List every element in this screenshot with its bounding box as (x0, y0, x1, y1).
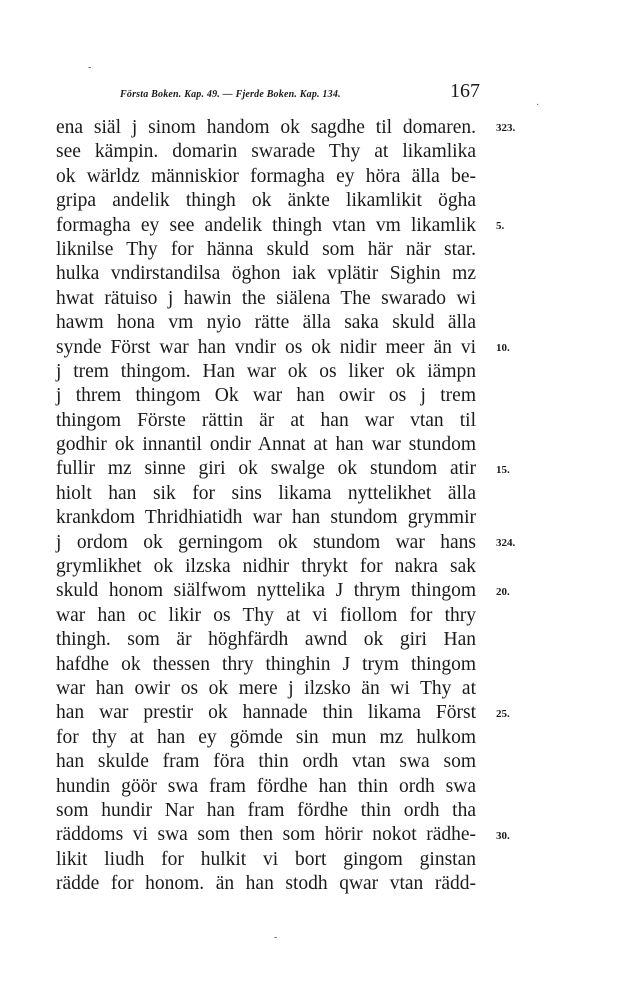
text-line: krankdom Thridhiatidh war han stundom grymmir (56, 507, 476, 529)
text-line: j threm thingom Ok war han owir os j trem (56, 385, 476, 407)
text-line: fullir mz sinne giri ok swalge ok stundom atir (56, 458, 476, 480)
text-line: j ordom ok gerningom ok stundom war hans (56, 531, 476, 553)
running-head: Första Boken. Kap. 49. — Fjerde Boken. Kap. 134. (120, 89, 341, 100)
margin-line-number: 15. (496, 463, 510, 476)
margin-line-number: 324. (496, 536, 516, 549)
text-line: grymlikhet ok ilzska nidhir thrykt for nakra sak (56, 556, 476, 578)
margin-line-number: 30. (496, 829, 510, 842)
text-line: hulka vndirstandilsa öghon iak vplätir Sighin mz (56, 263, 476, 285)
text-line: see kämpin. domarin swarade Thy at likamlika (56, 141, 476, 163)
text-line: for thy at han ey gömde sin mun mz hulkom (56, 726, 476, 748)
text-line: thingom Förste rättin är at han war vtan til (56, 409, 476, 431)
text-line: thingh. som är höghfärdh awnd ok giri Han (56, 629, 476, 651)
text-line: war han owir os ok mere j ilzsko än wi Thy at (56, 677, 476, 699)
margin-line-number: 25. (496, 707, 510, 720)
page-header (120, 80, 480, 103)
text-line: war han oc likir os Thy at vi fiollom for thry (56, 604, 476, 626)
text-line: skuld honom siälfwom nyttelika J thrym thingom (56, 580, 476, 602)
text-line: synde Först war han vndir os ok nidir meer än vi (56, 336, 476, 358)
page-number: 167 (450, 80, 480, 102)
text-line: gripa andelik thingh ok änkte likamlikit ögha (56, 190, 476, 212)
printer-mark: · (536, 100, 540, 111)
text-line: han war prestir ok hannade thin likama Först (56, 702, 476, 724)
printer-mark: - (274, 932, 278, 943)
text-line: godhir ok innantil ondir Annat at han war stundom (56, 434, 476, 456)
margin-line-number: 323. (496, 122, 516, 134)
margin-line-number: 20. (496, 585, 510, 598)
text-line: formagha ey see andelik thingh vtan vm likamlik (56, 214, 476, 236)
text-line: liknilse Thy for hänna skuld som här när star. (56, 238, 476, 260)
text-line: hwat rätuiso j hawin the siälena The swarado wi (56, 287, 476, 309)
text-line: j trem thingom. Han war ok os liker ok iämpn (56, 360, 476, 382)
body-text (56, 116, 476, 897)
text-line: som hundir Nar han fram fördhe thin ordh tha (56, 799, 476, 821)
margin-line-number: 10. (496, 341, 510, 354)
text-line: räddoms vi swa som then som hörir nokot rädhe- (56, 824, 476, 846)
text-line: ena siäl j sinom handom ok sagdhe til domaren. (56, 117, 476, 138)
printer-mark: - (88, 62, 92, 73)
text-line: likit liudh for hulkit vi bort gingom ginstan (56, 848, 476, 870)
text-line: hiolt han sik for sins likama nyttelikhet älla (56, 482, 476, 504)
text-line: rädde for honom. än han stodh qwar vtan rädd- (56, 873, 476, 895)
text-line: hawm hona vm nyio rätte älla saka skuld älla (56, 312, 476, 334)
margin-line-number: 5. (496, 219, 505, 232)
text-line: hafdhe ok thessen thry thinghin J trym thingom (56, 653, 476, 675)
text-line: hundin göör swa fram fördhe han thin ordh swa (56, 775, 476, 797)
text-line: han skulde fram föra thin ordh vtan swa som (56, 751, 476, 773)
text-line: ok wärldz människior formagha ey höra älla be- (56, 165, 476, 187)
